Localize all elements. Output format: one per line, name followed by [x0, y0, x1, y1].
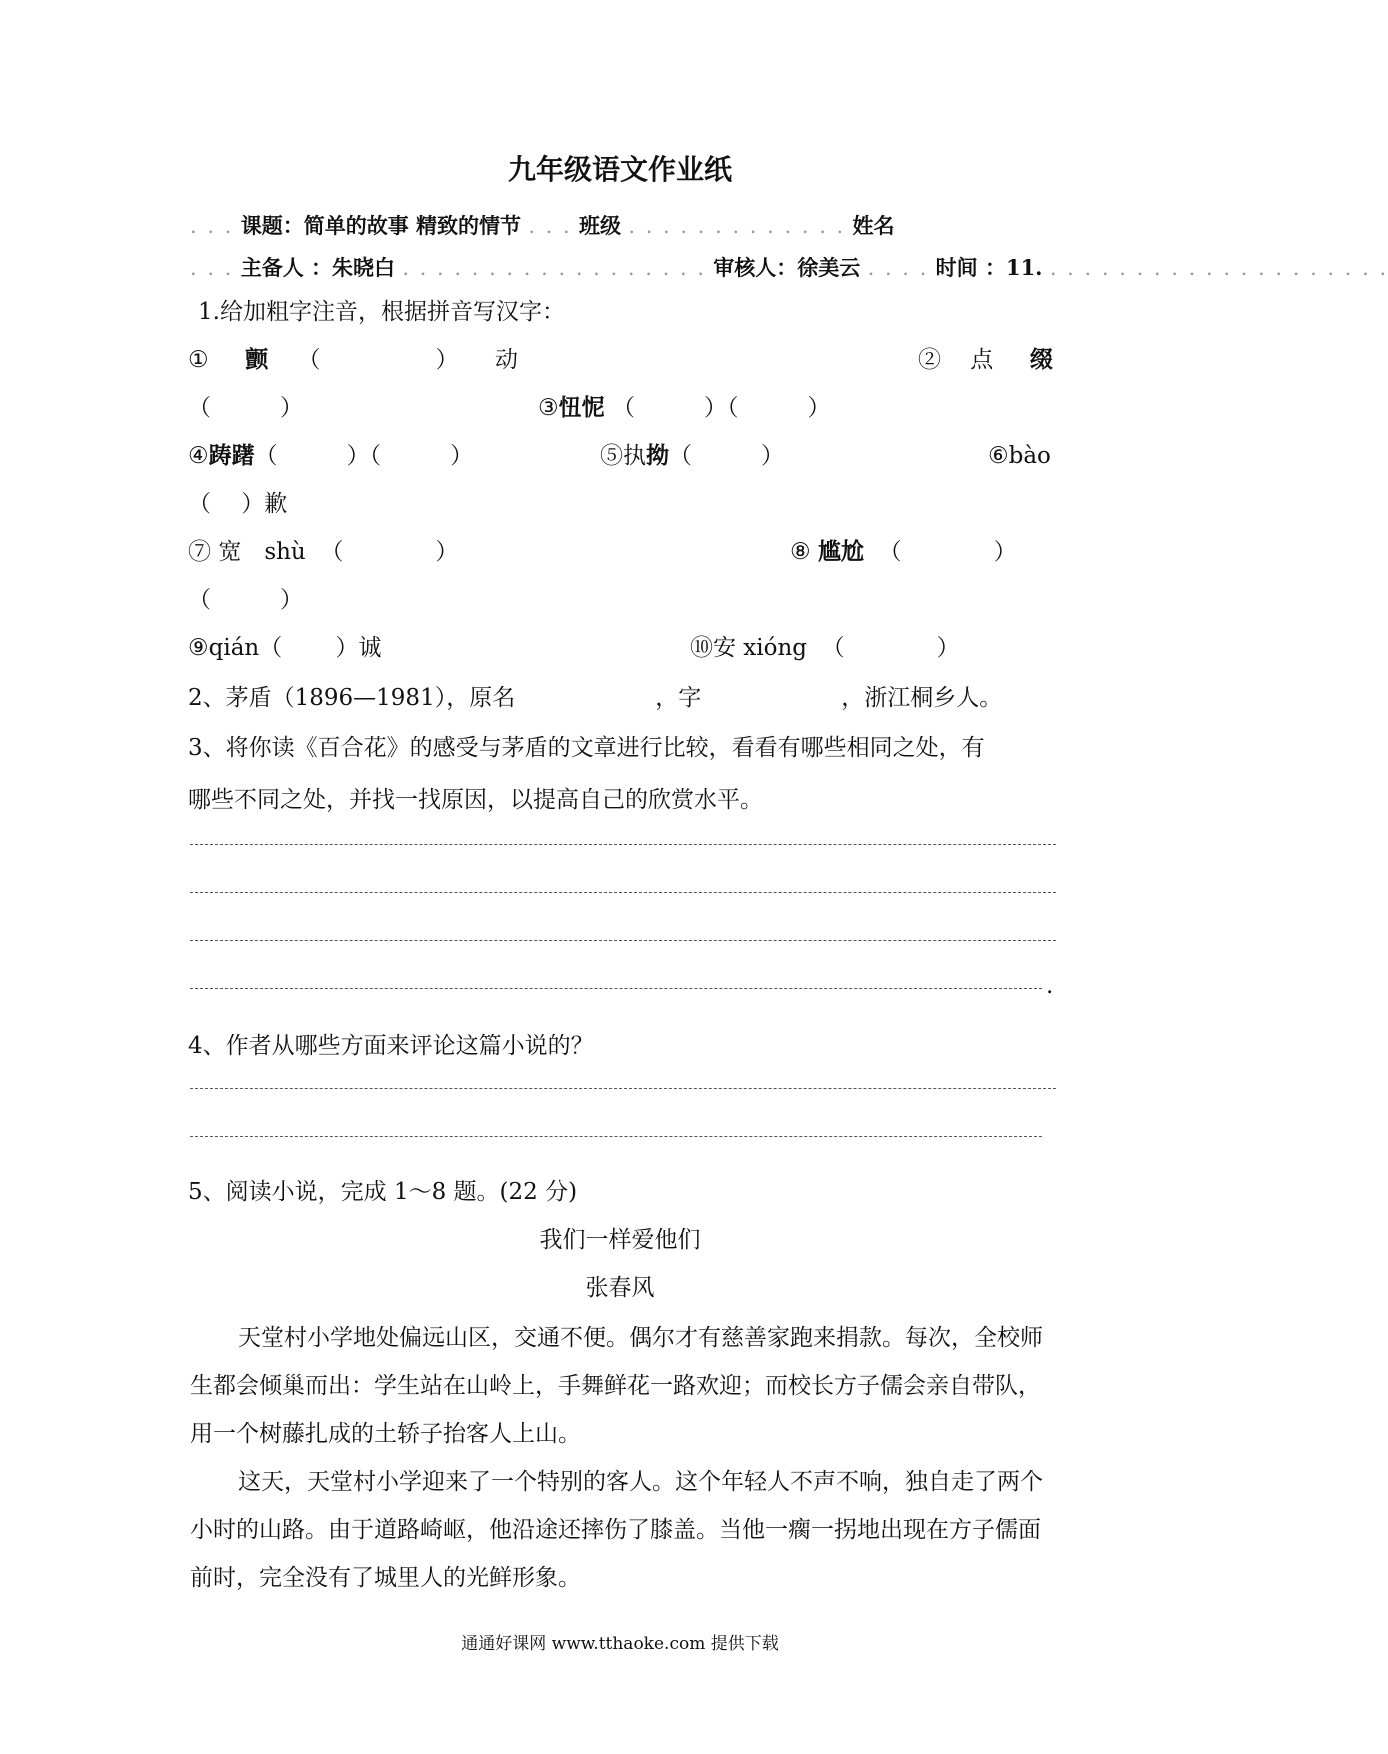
q1-item-5: ⑤执拗（ ）: [600, 442, 784, 469]
answer-line[interactable]: [190, 940, 1056, 941]
q1-item-1: ① 颤 （ ） 动: [188, 346, 518, 373]
header-row-topic: . . . 课题：简单的故事 精致的情节 . . . 班级 . . . . . . . . . . . . . 姓名: [190, 213, 895, 238]
q1-item-6: ⑥bào: [988, 443, 1051, 469]
preparer-label: 主备人 ：朱晓白: [240, 255, 396, 280]
name-label: 姓名: [852, 213, 895, 238]
footer-credit: 通通好课网 www.tthaoke.com 提供下载: [461, 1634, 779, 1654]
story-title: 我们一样爱他们: [539, 1227, 701, 1253]
q1-item-2-answer: （ ）: [188, 395, 303, 421]
answer-line[interactable]: [190, 1136, 1042, 1137]
q3-line-2: 哪些不同之处，并找一找原因，以提高自己的欣赏水平。: [188, 787, 763, 813]
q3-line-1: 3、将你读《百合花》的感受与茅盾的文章进行比较，看看有哪些相同之处，有: [188, 735, 985, 761]
answer-line[interactable]: [190, 988, 1042, 989]
q1-item-10: ⑩安 xióng （ ）: [690, 635, 960, 661]
q1-item-2: ② 点 缀: [918, 346, 1053, 373]
header-row-preparer: . . . 主备人 ：朱晓白 . . . . . . . . . . . . . . . . . . 审核人：徐美云 . . . . 时间 ：11. . . . . . . . . . . . . . . . . . . . .: [190, 255, 1388, 280]
story-paragraph-1: 天堂村小学地处偏远山区，交通不便。偶尔才有慈善家跑来捐款。每次，全校师生都会倾巢而出：学生站在山岭上，手舞鲜花一路欢迎；而校长方子儒会亲自带队，用一个树藤扎成的土轿子抬客人上山。: [190, 1325, 1043, 1447]
reviewer-label: 审核人：徐美云: [713, 255, 861, 280]
topic-label: 课题：简单的故事 精致的情节: [240, 213, 522, 238]
story-author: 张春风: [585, 1275, 655, 1301]
q1-item-4: ④踌躇（ ）（ ）: [188, 442, 474, 469]
q1-item-9: ⑨qián（ ）诚: [188, 635, 382, 661]
answer-line[interactable]: [190, 1088, 1056, 1089]
q1-item-8: ⑧ 尴尬 （ ）: [790, 538, 1017, 565]
answer-line[interactable]: [190, 892, 1056, 893]
page-title: 九年级语文作业纸: [507, 153, 732, 186]
q1-item-8-answer: （ ）: [188, 587, 303, 613]
q1-item-3: ③忸怩 （ ）（ ）: [538, 394, 831, 421]
q1-item-6-answer: （ ）歉: [188, 491, 288, 517]
q1-prompt: 1.给加粗字注音，根据拼音写汉字：: [198, 299, 565, 325]
q1-item-7: ⑦ 宽 shù （ ）: [188, 539, 459, 565]
class-label: 班级: [579, 213, 622, 238]
q5-prompt: 5、阅读小说，完成 1～8 题。(22 分): [188, 1179, 578, 1205]
q2-text: 2、茅盾（1896—1981），原名 ，字 ，浙江桐乡人。: [188, 685, 1003, 711]
q4-prompt: 4、作者从哪些方面来评论这篇小说的？: [188, 1033, 594, 1059]
time-label: 时间 ：11.: [935, 255, 1043, 280]
end-mark: .: [1046, 973, 1054, 999]
story-paragraph-2: 这天，天堂村小学迎来了一个特别的客人。这个年轻人不声不响，独自走了两个小时的山路。由于道路崎岖，他沿途还摔伤了膝盖。当他一瘸一拐地出现在方子儒面前时，完全没有了城里人的光鲜形象。: [190, 1469, 1043, 1591]
answer-line[interactable]: [190, 844, 1056, 845]
